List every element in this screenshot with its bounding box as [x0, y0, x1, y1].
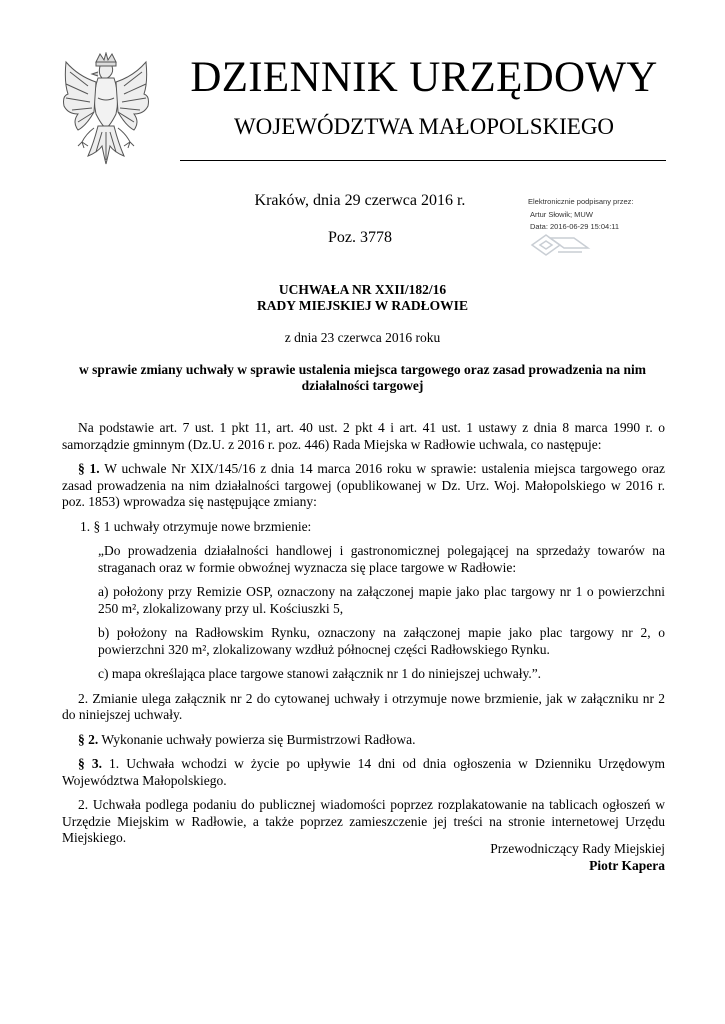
signatory-name: Piotr Kapera [589, 858, 665, 873]
section-2-label: § 2. [78, 731, 99, 747]
position-number: Poz. 3778 [328, 229, 392, 246]
section-2-text: Wykonanie uchwały powierza się Burmistrzowi Radłowa. [98, 731, 416, 747]
signatory-role: Przewodniczący Rady Miejskiej [490, 841, 665, 856]
section-3 [62, 756, 665, 789]
quote-item-c: c) mapa określająca place targowe stanowi załącznik nr 1 do niniejszej uchwały.”. [98, 666, 542, 681]
resolution-body [62, 420, 665, 855]
journal-subtitle: WOJEWÓDZTWA MAŁOPOLSKIEGO [233, 114, 615, 139]
section-3-text: 1. Uchwała wchodzi w życie po upływie 14 dni od dnia ogłoszenia w Dzienniku Urzędowym Województwa Małopolskiego. [62, 756, 665, 788]
section-2 [62, 732, 665, 749]
polish-eagle-emblem-icon [58, 52, 154, 170]
list-item-2: 2. Zmianie ulega załącznik nr 2 do cytowanej uchwały i otrzymuje nowe brzmienie, jak w załączniku nr 2 do niniejszej uchwały. [62, 690, 665, 722]
publication-date: Kraków, dnia 29 czerwca 2016 r. [254, 192, 466, 209]
resolution-heading [60, 282, 665, 314]
list-item-1: 1. § 1 uchwały otrzymuje nowe brzmienie: [80, 518, 312, 534]
quote-item-b: b) położony na Radłowskim Rynku, oznaczony na załączonej mapie jako plac targowy nr 2, o powierzchni 320 m², zlokalizowany wzdłuż północnej części Radłowskiego Rynku. [98, 625, 665, 657]
journal-title: DZIENNIK URZĘDOWY [190, 54, 658, 101]
section-3-item-2: 2. Uchwała podlega podaniu do publicznej wiadomości poprzez rozplakatowanie na tablicach ogłoszeń w Urzędzie Miejskim w Radłowie, a także poprzez zamieszczenie jej treści na stronie internetowej Urzędu Miejskiego. [62, 797, 665, 845]
esignature-date: Data: 2016-06-29 15:04:11 [530, 222, 620, 231]
esignature-line-1: Elektronicznie podpisany przez: [528, 197, 634, 206]
quote-item-a: a) położony przy Remizie OSP, oznaczony na załączonej mapie jako plac targowy nr 1 o powierzchni 250 m², zlokalizowany przy ul. Kościuszki 5, [98, 584, 665, 616]
header-divider [180, 160, 666, 161]
section-1-text: W uchwale Nr XIX/145/16 z dnia 14 marca 2016 roku w sprawie: ustalenia miejsca targowego oraz zasad prowadzenia na nim działalności targowej (opublikowanej w Dz. Urz. Woj. Małopolskiego w 2016 r. poz. 1853) wprowadza się następujące zmiany: [62, 461, 665, 509]
resolution-date: z dnia 23 czerwca 2016 roku [284, 330, 441, 345]
resolution-number: UCHWAŁA NR XXII/182/16 [278, 282, 447, 297]
resolution-subject: w sprawie zmiany uchwały w sprawie ustalenia miejsca targowego oraz zasad prowadzenia na nim działalności targowej [78, 362, 647, 393]
section-3-label: § 3. [78, 756, 102, 771]
signature-block [365, 840, 665, 874]
quote-intro: „Do prowadzenia działalności handlowej i gastronomicznej polegającej na sprzedaży towarów na straganach oraz w formie obwoźnej wyznacza się place targowe w Radłowie: [98, 543, 665, 575]
preamble: Na podstawie art. 7 ust. 1 pkt 11, art. 40 ust. 2 pkt 4 i art. 41 ust. 1 ustawy z dnia 8 marca 1990 r. o samorządzie gminnym (Dz.U. z 2016 r. poz. 446) Rada Miejska w Radłowie uchwala, co następuje: [62, 420, 665, 452]
esignature-signer: Artur Słowik; MUW [530, 209, 593, 219]
signature-seal-icon [528, 232, 592, 258]
electronic-signature-block [528, 196, 678, 234]
section-1-label: § 1. [78, 461, 100, 476]
section-1 [62, 461, 665, 511]
resolution-council: RADY MIEJSKIEJ W RADŁOWIE [257, 298, 468, 313]
